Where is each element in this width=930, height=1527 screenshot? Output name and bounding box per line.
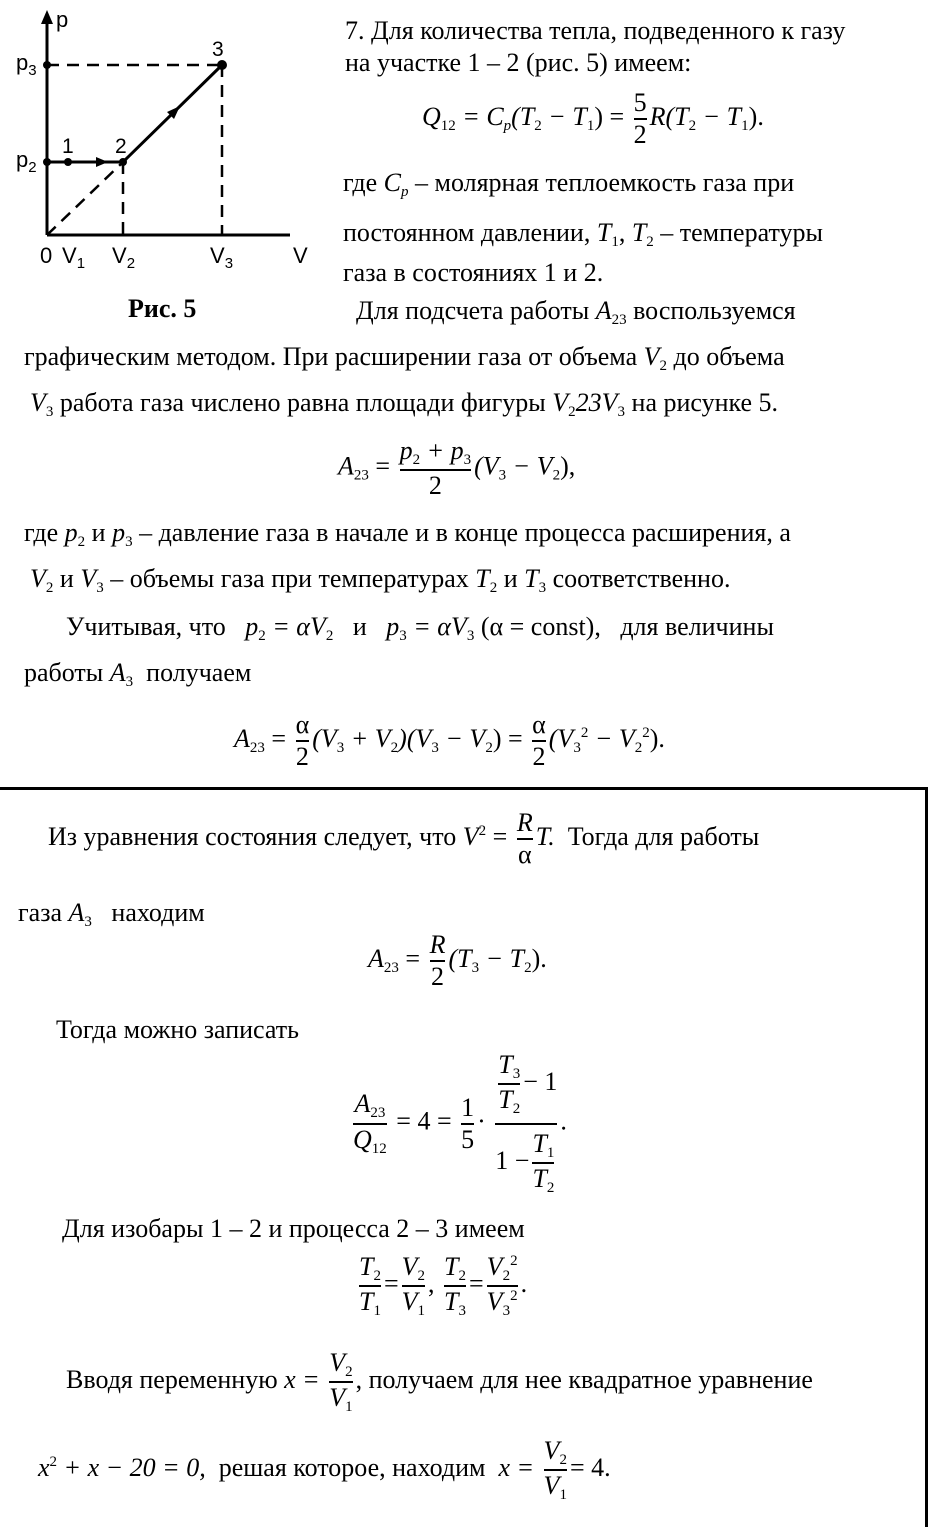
iso-f3-den	[444, 1285, 466, 1320]
ratio-bot	[495, 1123, 557, 1198]
work-line1-text: Для подсчета работы	[356, 296, 590, 325]
ratio-end: .	[560, 1106, 567, 1136]
work-v2: V	[643, 342, 660, 371]
state-t: T.	[535, 821, 555, 851]
p-line1-where: где	[24, 518, 59, 547]
p-line1	[24, 518, 791, 551]
work-fig-sub1: 2	[568, 404, 576, 420]
a23b-tail-close: ).	[649, 723, 665, 753]
iso-f3-t: T	[444, 1252, 459, 1281]
a23b-mid2: )(V	[398, 723, 432, 753]
p-line2-t2: T	[475, 564, 490, 593]
work-line3	[30, 388, 778, 421]
iso-f1-sub: 2	[373, 1268, 381, 1284]
iso-f2-dv: V	[401, 1287, 418, 1317]
work-a23-sub: 23	[611, 312, 627, 328]
given-rest: для величины	[620, 612, 774, 641]
label-v1-sub: 1	[76, 255, 86, 272]
ratio-top-frac	[498, 1050, 520, 1119]
ratio-den-q: Q	[353, 1124, 372, 1154]
state-eq: =	[492, 821, 508, 851]
given-and: и	[352, 612, 367, 641]
given-p2: p	[245, 612, 259, 641]
a23b-tail-sup: 2	[580, 724, 589, 741]
ratio-bot-t2: T	[532, 1163, 547, 1193]
ratio-bot-frac	[532, 1129, 554, 1198]
p-line2-and: и	[59, 564, 74, 593]
var-num	[329, 1348, 352, 1381]
iso-f1-num	[359, 1252, 381, 1285]
a23-tail-minus: − V	[512, 451, 553, 481]
work-line1	[356, 296, 796, 329]
ratio-lhs-fraction	[353, 1089, 387, 1158]
equation-q12	[422, 88, 764, 150]
label-v-axis: V	[293, 243, 308, 268]
work-v3-sub: 3	[45, 404, 54, 420]
a23-tail-sub2: 2	[552, 467, 561, 484]
label-origin: 0	[40, 243, 53, 268]
iso-f2-v: V	[401, 1252, 418, 1281]
quad-den	[544, 1469, 567, 1504]
a23b-minus: − V	[445, 723, 486, 753]
where-cp: C	[383, 168, 401, 197]
a23b-plus-sub2: 2	[390, 739, 399, 756]
a23-num-plus: + p	[426, 436, 464, 465]
quad-x2: x =	[498, 1453, 535, 1483]
p-line2-t2-sub: 2	[489, 580, 498, 596]
a23-num-sub3: 3	[463, 452, 472, 468]
given-text: Учитывая, что	[66, 612, 226, 641]
origin-dashed-line	[47, 162, 123, 235]
a23-tail-sub3: 3	[498, 467, 507, 484]
p-line2-sub3: 3	[96, 580, 104, 596]
quad-rest: решая которое, находим	[218, 1453, 486, 1483]
work-line2-text: графическим методом. При расширении газа от объема	[24, 342, 638, 371]
q12-tail-sub1: 1	[741, 117, 749, 134]
var-line	[66, 1348, 813, 1417]
ratio-top	[495, 1050, 557, 1123]
a23-eq: =	[375, 451, 391, 481]
label-v2-sub: 2	[126, 255, 136, 272]
iso-f3-sub: 2	[458, 1268, 466, 1284]
ratio-top-sub2: 2	[512, 1101, 521, 1118]
label-v2-main: V	[112, 243, 127, 268]
brt-tail-sub2: 2	[524, 959, 532, 976]
ratio-bot-t1: T	[532, 1128, 547, 1158]
quad-num-sub: 2	[559, 1452, 567, 1468]
quad-fraction	[544, 1436, 567, 1505]
where-t1: T	[596, 218, 612, 247]
iso-f2-den	[402, 1285, 425, 1320]
label-v3-main: V	[210, 243, 225, 268]
a23b-num2: α	[532, 710, 546, 739]
where-cp-sub: p	[400, 184, 409, 200]
where-line2-rest: – температуры	[660, 218, 823, 247]
ratio-top-sub3: 3	[512, 1066, 521, 1082]
point-2	[119, 158, 127, 166]
work-v2-sub: 2	[659, 358, 668, 374]
ratio-top-t2: T	[498, 1085, 513, 1115]
a23b-tail-sub2: 2	[634, 739, 643, 756]
q12-fraction	[634, 88, 647, 150]
iso-f4-v: V	[486, 1252, 503, 1281]
a23-den: 2	[400, 469, 472, 501]
iso-f4	[487, 1252, 518, 1321]
ratio-coef-fraction	[461, 1093, 474, 1155]
p-line2-end: соответственно.	[552, 564, 731, 593]
equation-a23-alpha	[234, 710, 665, 772]
ratio-bot-sub1: 1	[546, 1144, 555, 1161]
iso-f1-dt: T	[359, 1287, 374, 1317]
var-den	[329, 1381, 352, 1416]
work-v3: V	[30, 388, 46, 417]
ratio-num-a: A	[354, 1089, 371, 1119]
q12-tail: R(T	[649, 101, 689, 131]
ratio-top-t3: T	[498, 1050, 513, 1079]
work-line1-rest: воспользуемся	[633, 296, 796, 325]
point-p3	[43, 61, 51, 69]
quad-x: x	[38, 1453, 50, 1483]
iso-f4-sub: 2	[502, 1268, 511, 1284]
where-comma: ,	[618, 218, 626, 247]
brt-tail-sub3: 3	[471, 959, 480, 976]
given-line2-rest: получаем	[146, 658, 252, 687]
q12-paren-minus: − T	[548, 101, 587, 131]
ratio-top-den	[498, 1083, 520, 1118]
iso-eq1: =	[383, 1269, 399, 1299]
a23b-mid: (V	[312, 723, 337, 753]
equation-a23-area	[338, 436, 575, 501]
p-line1-sub3: 3	[125, 534, 133, 550]
where-line3: газа в состояниях 1 и 2.	[343, 258, 604, 287]
p-line2	[30, 564, 730, 597]
equation-ratio	[350, 1050, 567, 1197]
quad-eq: + x − 20 = 0,	[63, 1453, 206, 1483]
point-p2	[43, 158, 51, 166]
where-line2-text: постоянном давлении,	[343, 218, 591, 247]
state-rest: Тогда для работы	[567, 821, 760, 851]
gas-a3-sub: 3	[84, 914, 92, 930]
work-line3-text: работа газа числено равна площади фигуры	[59, 388, 546, 417]
a23b-tail-minus: − V	[594, 723, 635, 753]
p-line2-t3-sub: 3	[538, 580, 547, 596]
q12-close: ) =	[594, 101, 625, 131]
label-v2	[112, 243, 135, 272]
gas-text: газа	[18, 898, 63, 927]
q12-tail-close: ).	[748, 101, 764, 131]
iso-f2-sub: 2	[417, 1268, 426, 1284]
ratio-den	[353, 1123, 387, 1158]
quad-num	[544, 1436, 567, 1469]
q12-paren-sub2: 2	[534, 117, 542, 134]
given-eq1-rhs: = αV	[272, 612, 326, 641]
quad-den-sub: 1	[559, 1487, 567, 1504]
state-v-sup: 2	[478, 822, 487, 839]
ratio-dot: ·	[477, 1106, 486, 1136]
a23b-den2: 2	[532, 741, 546, 771]
ratio-bot-num	[532, 1129, 554, 1162]
ratio-eq: = 4 =	[396, 1106, 452, 1136]
p-axis-arrow	[41, 10, 53, 24]
state-line	[48, 808, 759, 870]
a23-num	[400, 436, 472, 469]
given-a3: A	[109, 658, 126, 687]
iso-f4-den	[487, 1285, 518, 1320]
work-line2	[24, 342, 785, 375]
label-point-3: 3	[212, 38, 224, 61]
iso-f2	[402, 1252, 425, 1321]
work-a23: A	[595, 296, 612, 325]
label-p3	[16, 50, 37, 79]
a23b-minus-sub2: 2	[485, 739, 493, 756]
quad-num-v: V	[543, 1436, 560, 1465]
then-line: Тогда можно записать	[56, 1015, 299, 1044]
ratio-c-num: 1	[461, 1092, 475, 1122]
brt-lhs-sub: 23	[383, 959, 399, 976]
a23b-close: ) =	[492, 723, 523, 753]
ratio-bot-sub2: 2	[546, 1179, 555, 1196]
gas-rest: находим	[111, 898, 205, 927]
iso-f3-num	[444, 1252, 466, 1285]
iso-f1-dsub: 1	[373, 1303, 381, 1320]
a23b-tail: (V	[548, 723, 574, 753]
where-t2-sub: 2	[646, 234, 654, 250]
q12-lhs-sub: 12	[440, 117, 456, 134]
equation-isobar	[356, 1252, 527, 1321]
gas-a3: A	[68, 898, 85, 927]
where-line1-rest: – молярная теплоемкость газа при	[414, 168, 795, 197]
a23b-mid2-sub3: 3	[431, 739, 439, 756]
p-line1-p3: p	[112, 518, 126, 547]
work-line3-rest: на рисунке 5.	[631, 388, 779, 417]
iso-f4-sup: 2	[510, 1253, 518, 1269]
var-text: Вводя переменную	[66, 1365, 278, 1395]
q12-paren-sub1: 1	[586, 117, 595, 134]
brt-tail: (T	[448, 943, 472, 973]
q12-lhs: Q	[422, 101, 441, 131]
brt-fraction	[430, 930, 446, 992]
quad-den-v: V	[543, 1471, 560, 1501]
q12-paren: (T	[511, 101, 535, 131]
iso-f4-num	[487, 1252, 518, 1285]
iso-end: .	[520, 1269, 528, 1299]
iso-f1-t: T	[359, 1252, 374, 1281]
work-fig-mid: 23V	[575, 388, 618, 417]
a23-tail: (V	[474, 451, 499, 481]
a23b-lhs-sub: 23	[249, 739, 265, 756]
var-den-v: V	[329, 1383, 346, 1413]
p-line1-sub2: 2	[77, 534, 86, 550]
ratio-c-den: 5	[461, 1124, 475, 1154]
ratio-den-sub: 12	[371, 1140, 387, 1157]
state-text: Из уравнения состояния следует, что	[48, 821, 457, 851]
label-p2-main: p	[16, 147, 29, 172]
given-a3-sub: 3	[125, 674, 134, 690]
q12-num: 5	[633, 88, 647, 117]
where-word: где	[343, 168, 378, 197]
given-eq2-rhs: = αV	[413, 612, 467, 641]
quad-line	[38, 1436, 611, 1505]
given-p2-sub: 2	[258, 628, 266, 644]
label-p3-sub: 3	[28, 62, 37, 79]
ratio-big-fraction	[495, 1050, 557, 1197]
p-line2-v2: V	[30, 564, 46, 593]
iso-f1-den	[359, 1285, 381, 1320]
given-eq1-v-sub: 2	[325, 628, 334, 644]
given-eq2-v-sub: 3	[466, 628, 475, 644]
iso-f2-num	[402, 1252, 425, 1285]
work-fig-sub2: 3	[617, 404, 626, 420]
brt-lhs: A	[368, 943, 384, 973]
where-t2: T	[631, 218, 647, 247]
problem-intro-line1: 7. Для количества тепла, подведенного к газу	[345, 16, 846, 45]
isobar-arrow	[96, 157, 108, 167]
a23-num-p2: p	[399, 436, 413, 465]
brt-den: 2	[431, 961, 444, 991]
brt-tail-close: ).	[531, 943, 547, 973]
p-line2-and2: и	[503, 564, 518, 593]
q12-tail-minus: − T	[702, 101, 742, 131]
a23-num-sub2: 2	[412, 452, 421, 468]
a23-fraction	[400, 436, 472, 501]
iso-f4-dv: V	[486, 1287, 503, 1317]
var-num-v: V	[329, 1348, 346, 1377]
var-x: x =	[284, 1365, 320, 1395]
brt-eq: =	[405, 943, 421, 973]
p-line2-v3: V	[80, 564, 97, 593]
a23b-mid-sub3: 3	[336, 739, 345, 756]
ratio-bot-den	[532, 1162, 554, 1197]
given-const: (α = const),	[480, 612, 601, 641]
a23b-den: 2	[295, 741, 309, 771]
state-fraction	[517, 808, 533, 870]
iso-eq2: =	[469, 1269, 484, 1299]
a23-lhs-sub: 23	[353, 467, 369, 484]
given-p3: p	[386, 612, 400, 641]
point-1	[64, 158, 72, 166]
a23-lhs: A	[338, 451, 354, 481]
iso-f2-dsub: 1	[417, 1303, 426, 1320]
ratio-top-num	[498, 1050, 520, 1083]
a23-tail-close: ),	[560, 451, 576, 481]
brt-num: R	[429, 930, 446, 959]
where-t1-sub: 1	[611, 234, 619, 250]
figure-caption: Рис. 5	[128, 294, 197, 323]
label-p3-main: p	[16, 50, 29, 75]
given-p3-sub: 3	[399, 628, 407, 644]
label-p-axis: p	[56, 7, 69, 32]
label-point-2: 2	[115, 135, 127, 158]
p-line1-and: и	[91, 518, 106, 547]
var-rest: , получаем для нее квадратное уравнение	[355, 1365, 813, 1395]
iso-f1	[359, 1252, 381, 1321]
isobar-line: Для изобары 1 – 2 и процесса 2 – 3 имеем	[62, 1214, 525, 1243]
p-line1-rest: – давление газа в начале и в конце процесса расширения, а	[139, 518, 791, 547]
work-fig: V	[552, 388, 569, 417]
a23b-lhs: A	[234, 723, 250, 753]
label-point-1: 1	[62, 135, 74, 158]
q12-cp: = C	[462, 101, 504, 131]
iso-f4-dsub: 3	[502, 1303, 511, 1320]
iso-f3	[444, 1252, 466, 1321]
p-line2-rest: – объемы газа при температурах	[110, 564, 469, 593]
state-v: V	[462, 821, 479, 851]
ratio-num-sub: 23	[370, 1105, 386, 1122]
a23b-num: α	[295, 710, 310, 739]
problem-intro-line2: на участке 1 – 2 (рис. 5) имеем:	[345, 48, 692, 77]
figure-5-pv-diagram	[0, 0, 330, 280]
a23b-tail-sup2: 2	[642, 724, 650, 741]
iso-f3-dt: T	[444, 1287, 459, 1317]
gas-line	[18, 898, 205, 931]
var-num-sub: 2	[345, 1364, 353, 1380]
a23b-frac1	[296, 710, 310, 772]
work-line2-rest: до объема	[673, 342, 785, 371]
q12-tail-sub2: 2	[688, 117, 697, 134]
state-num: R	[516, 808, 533, 837]
where-line1	[343, 168, 794, 201]
var-den-sub: 1	[345, 1399, 353, 1416]
label-p2-sub: 2	[28, 159, 37, 176]
brt-tail-minus: − T	[485, 943, 525, 973]
q12-cp-sub: p	[503, 117, 512, 134]
equation-a23-rt	[368, 930, 547, 992]
a23b-frac2	[532, 710, 546, 772]
state-den: α	[517, 839, 532, 869]
quad-sup: 2	[49, 1454, 58, 1471]
p-line2-t3: T	[524, 564, 539, 593]
p-line1-p2: p	[64, 518, 78, 547]
iso-comma: ,	[428, 1269, 435, 1299]
label-v3-sub: 3	[224, 255, 234, 272]
label-v3	[210, 243, 233, 272]
iso-f3-dsub: 3	[458, 1303, 466, 1320]
quad-end: = 4.	[569, 1453, 611, 1483]
where-line2	[343, 218, 823, 251]
ratio-bot-one: 1 −	[495, 1145, 530, 1175]
given-line1	[66, 612, 774, 645]
label-v1-main: V	[62, 243, 77, 268]
a23b-plus: + V	[350, 723, 391, 753]
ratio-top-minus: − 1	[523, 1067, 558, 1097]
given-line2	[24, 658, 251, 691]
p-line2-sub2: 2	[45, 580, 54, 596]
iso-f4-dsup: 2	[510, 1288, 518, 1305]
a23b-eq: =	[271, 723, 287, 753]
label-v1	[62, 243, 85, 272]
label-p2	[16, 147, 37, 176]
a23b-tail-sub3: 3	[573, 739, 581, 756]
ratio-num	[353, 1089, 387, 1122]
q12-den: 2	[633, 119, 647, 149]
var-fraction	[329, 1348, 352, 1417]
given-line2-text: работы	[24, 658, 104, 687]
